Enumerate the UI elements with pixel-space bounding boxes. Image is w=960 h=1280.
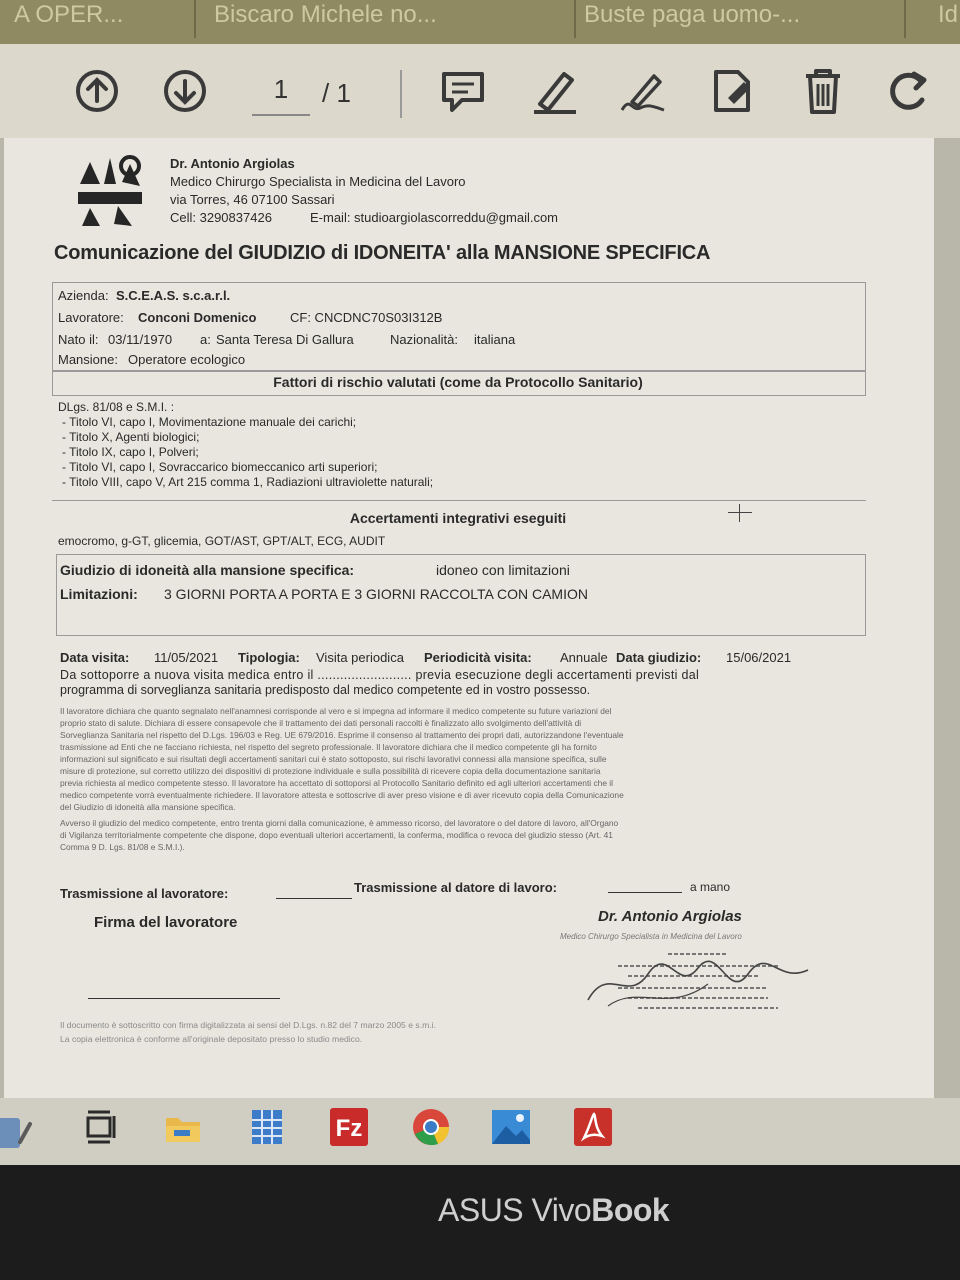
tab[interactable]: Id [938, 1, 959, 28]
fine-print-line: Il lavoratore dichiara che quanto segnalato nell'anamnesi corrisponde al vero e si impegna ad informare il medico competente su future variazioni del [60, 706, 612, 716]
doctor-email: E-mail: studioargiolascorreddu@gmail.com [310, 210, 559, 225]
task-view-icon[interactable] [80, 1106, 122, 1148]
trash-icon[interactable] [798, 66, 848, 116]
laptop-brand-logo: ASUS VivoBook [438, 1192, 670, 1228]
toolbar-divider [400, 70, 402, 118]
risk-item: - Titolo IX, capo I, Polveri; [62, 445, 199, 459]
photos-icon[interactable] [490, 1106, 532, 1148]
firma-lavoratore-line [88, 998, 280, 999]
tab[interactable]: Buste paga uomo-... [570, 0, 906, 38]
lavoratore-label: Lavoratore: [58, 310, 124, 325]
footer-line: Il documento è sottoscritto con firma digitalizzata ai sensi del D.Lgs. n.82 del 7 marzo 2005 e s.m.i. [60, 1020, 436, 1030]
ricorso-line: di Vigilanza territorialmente competente che dispone, dopo eventuali ulteriori accertamenti, la conferma, modifica o revoca del giudizio stesso (Art. 41 [60, 830, 613, 840]
fine-print-line: misure di protezione, sul corretto utilizzo dei dispositivi di protezione individuale e sulla possibilità di ricevere copia della documentazione sanitaria [60, 766, 601, 776]
firma-medico-title: Medico Chirurgo Specialista in Medicina del Lavoro [560, 932, 742, 941]
svg-text:Fz: Fz [335, 1115, 363, 1142]
pdf-toolbar [0, 44, 960, 138]
page-number-input[interactable]: 1 [252, 74, 310, 116]
fine-print-line: trasmissione ad Enti che ne facciano richiesta, nel rispetto del segreto professionale. Il lavoratore dichiara che il medico competente gli ha fornito [60, 742, 597, 752]
data-giudizio-label: Data giudizio: [616, 650, 702, 665]
risk-item: - Titolo VIII, capo V, Art 215 comma 1, Radiazioni ultraviolette naturali; [62, 475, 434, 489]
accertamenti-heading: Accertamenti integrativi eseguiti [349, 510, 567, 526]
fine-print-line: proprio stato di salute. Dichiara di essere consapevole che il trattamento dei dati personali raccolti è finalizzato allo svolgimento dell'attività di [60, 718, 582, 728]
data-visita-label: Data visita: [60, 650, 130, 665]
arrow-up-icon[interactable] [72, 66, 122, 116]
taskbar [0, 1098, 960, 1165]
risk-item: - Titolo VI, capo I, Movimentazione manuale dei carichi; [62, 415, 357, 429]
comment-icon[interactable] [438, 66, 488, 116]
trasmissione-datore-line [608, 892, 682, 893]
firma-lavoratore-label: Firma del lavoratore [94, 914, 238, 931]
redo-icon[interactable] [884, 66, 934, 116]
limitazioni-value: 3 GIORNI PORTA A PORTA E 3 GIORNI RACCOLTA CON CAMION [164, 586, 588, 602]
trasmissione-lavoratore-line [276, 898, 352, 899]
tab[interactable]: Biscaro Michele no... [200, 0, 576, 38]
document-viewport[interactable] [0, 138, 960, 1098]
doctor-stamp-signature-icon [578, 944, 818, 1016]
trasmissione-datore-value: a mano [690, 880, 731, 894]
filezilla-icon[interactable] [328, 1106, 370, 1148]
risk-item: - Titolo VI, capo I, Sovraccarico biomeccanico arti superiori; [62, 460, 378, 474]
edit-document-icon[interactable] [708, 66, 758, 116]
file-explorer-icon[interactable] [162, 1106, 204, 1148]
data-visita-value: 11/05/2021 [154, 650, 219, 665]
accertamenti-value: emocromo, g-GT, glicemia, GOT/AST, GPT/ALT, ECG, AUDIT [58, 534, 386, 548]
notes-app-icon[interactable] [0, 1112, 32, 1154]
page-total: / 1 [322, 78, 351, 108]
data-giudizio-value: 15/06/2021 [726, 650, 792, 665]
doctor-address: via Torres, 46 07100 Sassari [170, 192, 335, 207]
limitazioni-label: Limitazioni: [60, 586, 138, 602]
nazionalita-label: Nazionalità: [390, 332, 458, 347]
azienda-value: S.C.E.A.S. s.c.a.r.l. [116, 288, 231, 303]
giudizio-value: idoneo con limitazioni [436, 562, 570, 578]
tipologia-label: Tipologia: [238, 650, 300, 665]
trasmissione-lavoratore-label: Trasmissione al lavoratore: [60, 886, 229, 901]
nato-label: Nato il: [58, 332, 99, 347]
divider [52, 500, 866, 501]
doctor-name: Dr. Antonio Argiolas [170, 156, 295, 171]
nazionalita-value: italiana [474, 332, 516, 347]
firma-medico-name: Dr. Antonio Argiolas [598, 908, 742, 925]
fine-print-line: previa richiesta al medico competente stesso. Il lavoratore ha accettato di sottoporsi al Protocollo Sanitario definito ed agli ulteriori accertamenti che il [60, 778, 614, 788]
caduceus-logo-icon [70, 154, 150, 230]
pdf-reader-icon[interactable] [572, 1106, 614, 1148]
codice-fiscale: CF: CNCDNC70S03I312B [290, 310, 443, 325]
giudizio-label: Giudizio di idoneità alla mansione specifica: [60, 562, 355, 578]
spreadsheet-app-icon[interactable] [246, 1106, 288, 1148]
mansione-value: Operatore ecologico [128, 352, 246, 367]
ricorso-line: Avverso il giudizio del medico competente, entro trenta giorni dalla comunicazione, è ammesso ricorso, del lavoratore o del datore di lavoro, all'Organo [60, 818, 619, 828]
tab[interactable]: A OPER... [0, 0, 196, 38]
tab-bar [0, 0, 960, 44]
pdf-page [4, 138, 934, 1098]
footer-line: La copia elettronica è conforme all'originale depositato presso lo studio medico. [60, 1034, 363, 1044]
arrow-down-icon[interactable] [160, 66, 210, 116]
luogo-value: Santa Teresa Di Gallura [216, 332, 354, 347]
sottoporre-line: programma di sorveglianza sanitaria predisposto dal medico competente ed in vostro possesso. [60, 683, 591, 697]
luogo-label: a: [200, 332, 211, 347]
doctor-cell: Cell: 3290837426 [170, 210, 272, 225]
periodicita-value: Annuale [560, 650, 608, 665]
lavoratore-value: Conconi Domenico [138, 310, 257, 325]
trasmissione-datore-label: Trasmissione al datore di lavoro: [354, 880, 558, 895]
cursor-crosshair-icon [728, 504, 752, 522]
signature-icon[interactable] [618, 66, 668, 116]
nato-value: 03/11/1970 [108, 332, 173, 347]
dlgs-reference: DLgs. 81/08 e S.M.I. : [58, 400, 175, 414]
periodicita-label: Periodicità visita: [424, 650, 532, 665]
fine-print-line: del Giudizio di idoneità alla mansione specifica. [60, 802, 236, 812]
ricorso-line: Comma 9 D. Lgs. 81/08 e S.M.I.). [60, 842, 185, 852]
azienda-label: Azienda: [58, 288, 109, 303]
fine-print-line: medico competente vorrà eventualmente richiedere. Il lavoratore attesta e sottoscrive di aver preso visione e di aver ricevuto copia della Comunicazione [60, 790, 624, 800]
mansione-label: Mansione: [58, 352, 118, 367]
tipologia-value: Visita periodica [316, 650, 404, 665]
fine-print-line: Sorveglianza Sanitaria nel rispetto del D.Lgs. 196/03 e Reg. UE 679/2016. Esprime il consenso al trattamento dei propri dati, autorizzandone l'eventuale [60, 730, 624, 740]
fattori-heading: Fattori di rischio valutati (come da Protocollo Sanitario) [273, 374, 643, 390]
risk-item: - Titolo X, Agenti biologici; [62, 430, 200, 444]
doctor-title: Medico Chirurgo Specialista in Medicina del Lavoro [170, 174, 466, 189]
document-title: Comunicazione del GIUDIZIO di IDONEITA' alla MANSIONE SPECIFICA [54, 242, 711, 264]
sottoporre-line: Da sottoporre a nuova visita medica entro il ......................... previa esecuzione degli accertamenti previsti dal [60, 668, 700, 682]
chrome-icon[interactable] [410, 1106, 452, 1148]
highlight-pen-icon[interactable] [530, 66, 580, 116]
fine-print-line: informazioni sul significato e sui risultati degli accertamenti sanitari cui è stato sottoposto, sui rischi lavorativi connessi alla mansione specifica, sulle [60, 754, 607, 764]
